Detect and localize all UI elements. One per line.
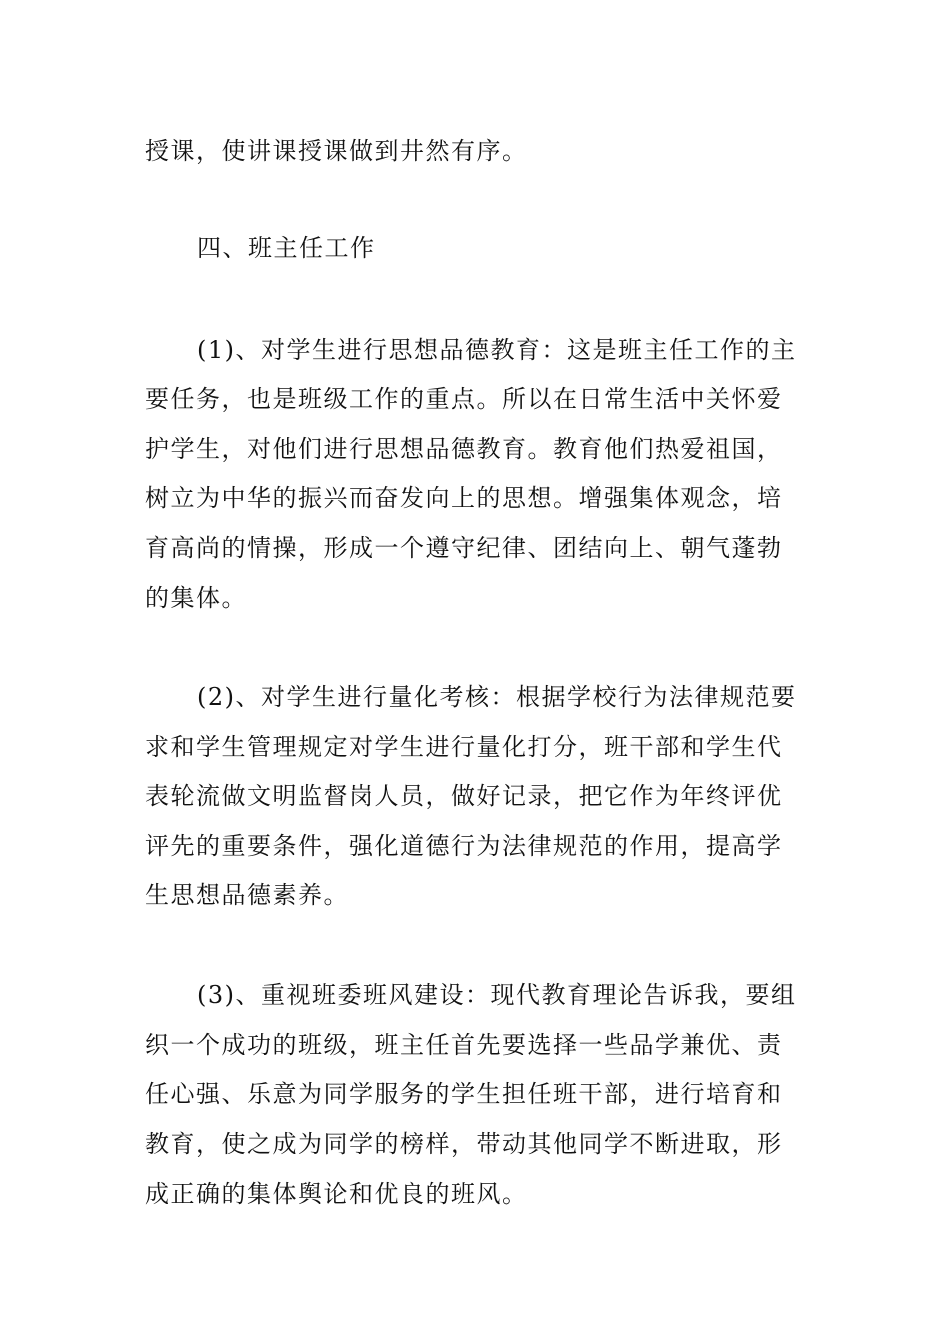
section-heading: 四、班主任工作 [197, 234, 376, 262]
item-2-line: 生思想品德素养。 [145, 881, 349, 909]
item-1-line: 育高尚的情操，形成一个遵守纪律、团结向上、朝气蓬勃 [145, 534, 783, 562]
item-1-line: 的集体。 [145, 584, 247, 612]
item-2-line: 表轮流做文明监督岗人员，做好记录，把它作为年终评优 [145, 782, 783, 810]
item-3-line: 成正确的集体舆论和优良的班风。 [145, 1180, 528, 1208]
paragraph-continuation-line: 授课，使讲课授课做到井然有序。 [145, 137, 528, 165]
item-3-line: 任心强、乐意为同学服务的学生担任班干部，进行培育和 [145, 1080, 783, 1108]
item-2-line: 评先的重要条件，强化道德行为法律规范的作用，提高学 [145, 832, 783, 860]
item-1-line: 要任务，也是班级工作的重点。所以在日常生活中关怀爱 [145, 385, 783, 413]
item-3-line: 教育，使之成为同学的榜样，带动其他同学不断进取，形 [145, 1130, 783, 1158]
item-2-line: 求和学生管理规定对学生进行量化打分，班干部和学生代 [145, 733, 783, 761]
item-3-line: (3)、重视班委班风建设：现代教育理论告诉我，要组 [197, 981, 797, 1009]
item-3-line: 织一个成功的班级，班主任首先要选择一些品学兼优、责 [145, 1031, 783, 1059]
item-1-line: (1)、对学生进行思想品德教育：这是班主任工作的主 [197, 336, 797, 364]
item-2-line: (2)、对学生进行量化考核：根据学校行为法律规范要 [197, 683, 797, 711]
item-1-line: 护学生，对他们进行思想品德教育。教育他们热爱祖国， [145, 435, 783, 463]
item-1-line: 树立为中华的振兴而奋发向上的思想。增强集体观念，培 [145, 484, 783, 512]
